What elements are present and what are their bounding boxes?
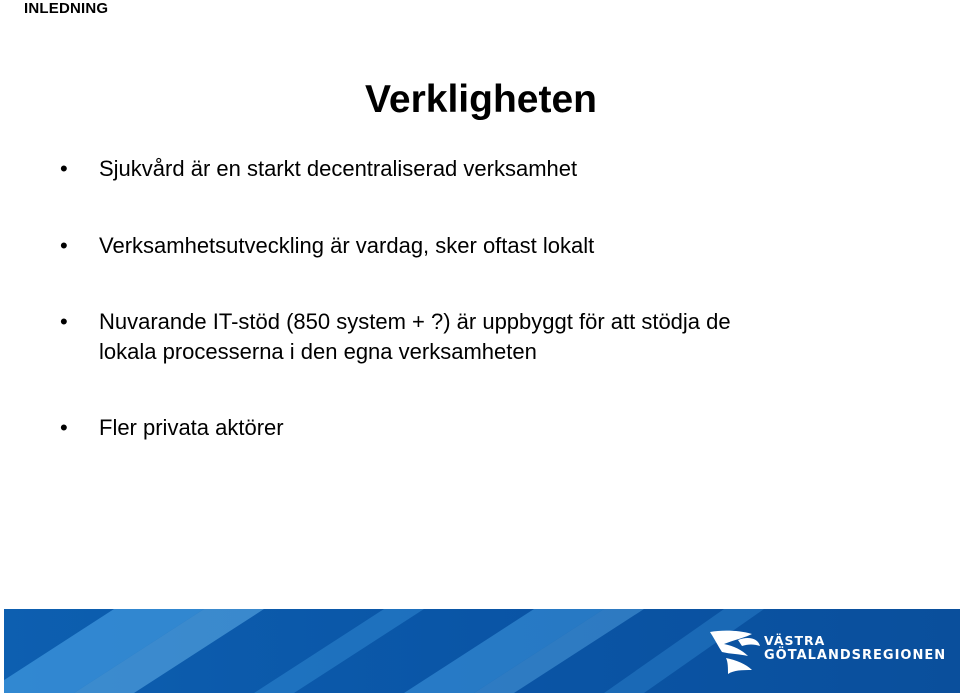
bullet-marker: • [60, 415, 68, 440]
bullet-item [60, 307, 860, 369]
bullet-text: Sjukvård är en starkt decentraliserad verksamhet [99, 156, 578, 181]
bullet-text: Fler privata aktörer [99, 415, 284, 440]
bullet-marker: • [60, 309, 68, 334]
logo-text-line1: VÄSTRA [764, 633, 826, 648]
slide-title: Verkligheten [365, 78, 597, 121]
bullet-text: Verksamhetsutveckling är vardag, sker oftast lokalt [99, 233, 595, 258]
bullet-marker: • [60, 233, 68, 258]
logo-text-line2: GÖTALANDSREGIONEN [764, 648, 947, 663]
bullet-text-line: lokala processerna i den egna verksamheten [99, 339, 537, 364]
section-label: INLEDNING [24, 0, 109, 17]
bullet-text [99, 307, 879, 367]
bullet-marker: • [60, 156, 68, 181]
bullet-text-line: Nuvarande IT-stöd (850 system + ?) är uppbyggt för att stödja de [99, 309, 731, 334]
